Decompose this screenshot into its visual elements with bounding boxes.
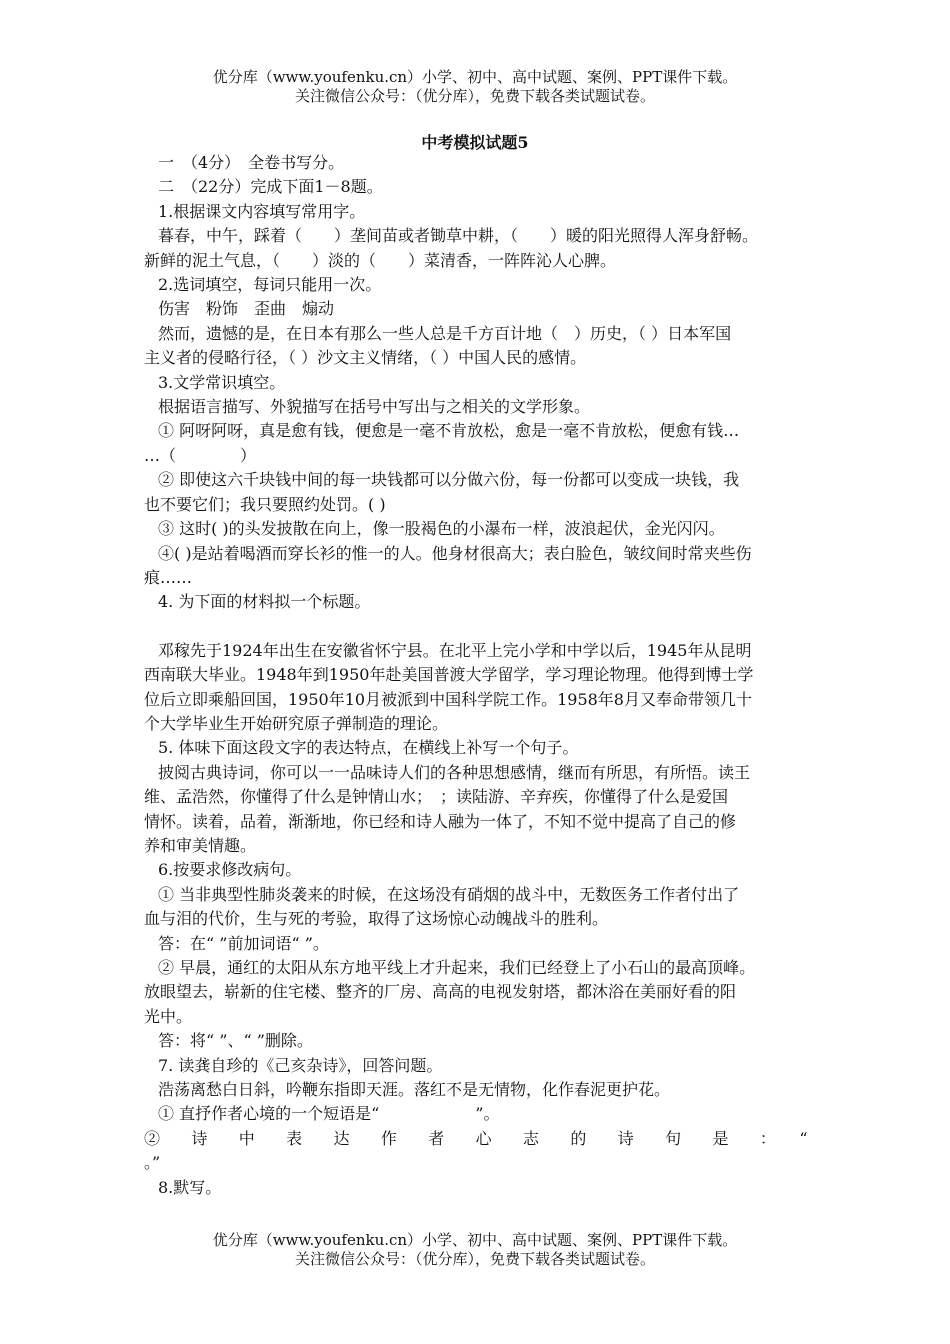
text-line: 情怀。读着，品着，渐渐地，你已经和诗人融为一体了，不知不觉中提高了自己的修 (144, 811, 737, 831)
text-line: 维、孟浩然，你懂得了什么是钟情山水； ；读陆游、辛弃疾，你懂得了什么是爱国 (144, 787, 729, 807)
text-line: 6.按要求修改病句。 (158, 860, 302, 880)
text-line: ② 即使这六千块钱中间的每一块钱都可以分做六份，每一份都可以变成一块钱，我 (158, 470, 740, 490)
text-line: 8.默写。 (158, 1177, 222, 1197)
text-line: 4. 为下面的材料拟一个标题。 (158, 592, 371, 612)
text-line: 痕…… (144, 567, 193, 587)
text-line: 二 （22分）完成下面1－8题。 (158, 177, 383, 197)
text-line: ① 直抒作者心境的一个短语是“ ”。 (158, 1104, 500, 1124)
header-line-2: 关注微信公众号：（优分库），免费下载各类试题试卷。 (294, 87, 655, 105)
text-line: 浩荡离愁白日斜，吟鞭东指即天涯。落红不是无情物，化作春泥更护花。 (158, 1080, 671, 1100)
text-line: 位后立即乘船回国，1950年10月被派到中国科学院工作。1958年8月又奉命带领几十 (144, 689, 752, 709)
text-line: 养和审美情趣。 (144, 835, 257, 855)
text-line: 一 （4分） 全卷书写分。 (158, 153, 345, 172)
text-line: ① 当非典型性肺炎袭来的时候，在这场没有硝烟的战斗中，无数医务工作者付出了 (158, 884, 740, 904)
footer-line-1: 优分库（www.youfenku.cn）小学、初中、高中试题、案例、PPT课件下载。 (212, 1231, 738, 1249)
text-line: 然而，遗憾的是，在日本有那么一些人总是千方百计地（ ）历史，（ ）日本军国 (158, 323, 732, 343)
text-line: 伤害 粉饰 歪曲 煽动 (158, 299, 335, 319)
text-line: 3.文学常识填空。 (158, 372, 286, 392)
blank-line (144, 615, 808, 639)
footer-line-2: 关注微信公众号：（优分库），免费下载各类试题试卷。 (294, 1250, 655, 1268)
text-line: 答：在“ ”前加词语“ ”。 (158, 933, 329, 953)
text-line: 根据语言描写、外貌描写在括号中写出与之相关的文学形象。 (158, 397, 591, 417)
text-line: ② 早晨，通红的太阳从东方地平线上才升起来，我们已经登上了小石山的最高顶峰。 (158, 958, 756, 977)
exam-title: 中考模拟试题5 (421, 133, 529, 152)
text-line: ① 阿呀阿呀，真是愈有钱，便愈是一毫不肯放松，愈是一毫不肯放松，便愈有钱… (158, 421, 740, 441)
text-line: 7. 读龚自珍的《己亥杂诗》，回答问题。 (158, 1055, 443, 1075)
text-line: 新鲜的泥土气息，（ ）淡的（ ）菜清香，一阵阵沁人心脾。 (144, 250, 617, 270)
text-line: 暮春，中午，踩着（ ）垄间苗或者锄草中耕，（ ）暖的阳光照得人浑身舒畅。 (158, 226, 759, 246)
text-line: 也不要它们；我只要照约处罚。( ) (144, 494, 386, 514)
page-footer (0, 1231, 950, 1269)
text-line: ④( )是站着喝酒而穿长衫的惟一的人。他身材很高大；表白脸色，皱纹间时常夹些伤 (158, 543, 752, 563)
page-header (0, 68, 950, 106)
text-line: 邓稼先于1924年出生在安徽省怀宁县。在北平上完小学和中学以后，1945年从昆明 (158, 640, 752, 660)
text-line: ② 诗 中 表 达 作 者 心 志 的 诗 句 是 ： “ (144, 1128, 808, 1148)
text-line: 西南联大毕业。1948年到1950年赴美国普渡大学留学，学习理论物理。他得到博士学 (144, 665, 754, 685)
text-line: 2.选词填空，每词只能用一次。 (158, 275, 382, 295)
text-line: 血与泪的代价，生与死的考验，取得了这场惊心动魄战斗的胜利。 (144, 909, 609, 929)
text-line: …（ ） (144, 445, 257, 465)
text-line: 光中。 (144, 1006, 193, 1026)
exam-body (144, 151, 808, 1200)
header-line-1: 优分库（www.youfenku.cn）小学、初中、高中试题、案例、PPT课件下载。 (212, 68, 738, 86)
text-line: 放眼望去，崭新的住宅楼、整齐的厂房、高高的电视发射塔，都沐浴在美丽好看的阳 (144, 982, 737, 1002)
text-line: 5. 体味下面这段文字的表达特点，在横线上补写一个句子。 (158, 738, 579, 758)
text-line: 主义者的侵略行径，（ ）沙文主义情绪，（ ）中国人民的感情。 (144, 348, 587, 368)
text-line: 。” (144, 1153, 161, 1173)
text-line: 答：将“ ”、“ ”删除。 (158, 1031, 313, 1051)
text-line: 1.根据课文内容填写常用字。 (158, 201, 366, 221)
text-line: ③ 这时( )的头发披散在向上，像一股褐色的小瀑布一样，波浪起伏，金光闪闪。 (158, 519, 725, 539)
text-line: 个大学毕业生开始研究原子弹制造的理论。 (144, 713, 449, 733)
text-line: 披阅古典诗词，你可以一一品味诗人们的各种思想感情，继而有所思，有所悟。读王 (158, 762, 751, 782)
